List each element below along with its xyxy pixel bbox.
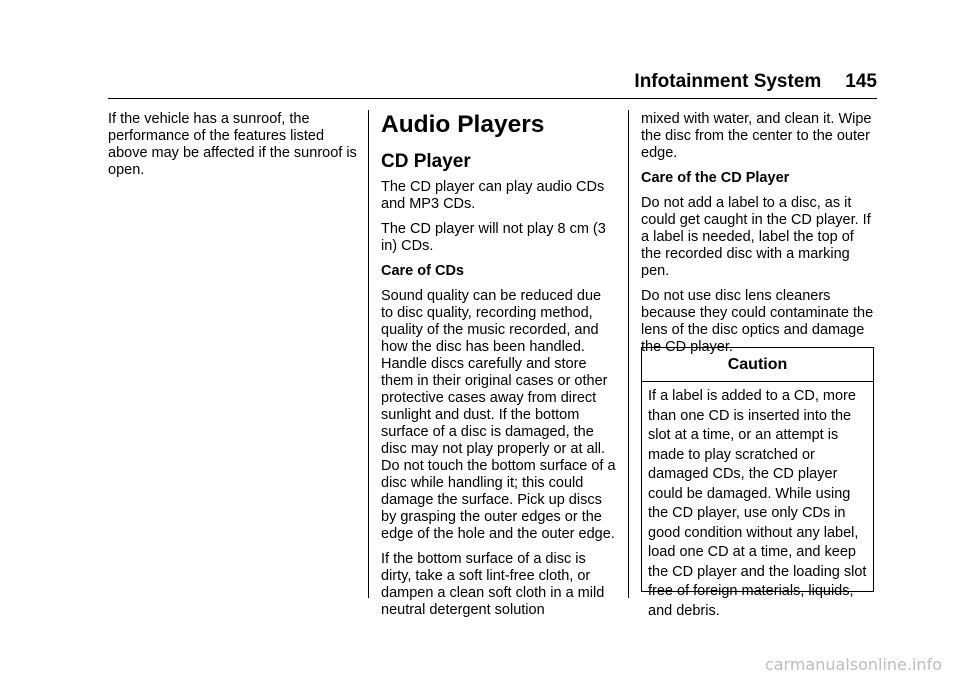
- cd-formats-paragraph: The CD player can play audio CDs and MP3 CDs.: [381, 179, 605, 212]
- cd-size-paragraph: The CD player will not play 8 cm (3 in) CDs.: [381, 221, 606, 254]
- cd-player-heading: CD Player: [381, 151, 471, 172]
- column-divider-1: [368, 110, 369, 598]
- section-title: Infotainment System: [634, 71, 822, 92]
- caution-text: If a label is added to a CD, more than one CD is inserted into the slot at a time, or an attempt is made to play scratched or damaged CDs, the CD player could be damaged. While using the CD player, use only CDs in good condition without any label, load one CD at a time, and keep the CD player and the loading slot free of foreign materials, liquids, and debris.: [648, 388, 867, 619]
- watermark: carmanualsonline.info: [764, 655, 942, 674]
- header-rule: [108, 98, 877, 99]
- column-1: [108, 111, 358, 187]
- page-header: [0, 70, 877, 94]
- care-of-cd-player-heading: Care of the CD Player: [641, 170, 790, 186]
- caution-box: [641, 347, 874, 619]
- label-paragraph: Do not add a label to a disc, as it could get caught in the CD player. If a label is needed, label the top of the recorded disc with a marking pen.: [641, 195, 871, 279]
- column-2: [381, 111, 617, 627]
- audio-players-heading: Audio Players: [381, 111, 545, 138]
- sound-quality-paragraph: Sound quality can be reduced due to disc quality, recording method, quality of the music recorded, and how the disc has been handled. Handle discs carefully and store them in their original cases or other protective cases away from direct sunlight and dust. If the bottom surface of a disc is damaged, the disc may not play properly or at all. Do not touch the bottom surface of a disc while handling it; this could damage the surface. Pick up discs by grasping the outer edges or the edge of the hole and the outer edge.: [381, 288, 616, 542]
- caution-title: Caution: [642, 348, 873, 382]
- column-divider-2: [628, 110, 629, 598]
- sunroof-paragraph: If the vehicle has a sunroof, the performance of the features listed above may be affected if the sunroof is open.: [108, 111, 357, 178]
- column-3: [641, 111, 877, 364]
- page-number: 145: [845, 71, 877, 92]
- cleaning-continued-paragraph: mixed with water, and clean it. Wipe the disc from the center to the outer edge.: [641, 111, 872, 161]
- lens-cleaner-paragraph: Do not use disc lens cleaners because they could contaminate the lens of the disc optics and damage the CD player.: [641, 288, 874, 355]
- care-of-cds-heading: Care of CDs: [381, 263, 464, 279]
- cleaning-paragraph: If the bottom surface of a disc is dirty, take a soft lint-free cloth, or dampen a clean soft cloth in a mild neutral detergent solution: [381, 551, 605, 618]
